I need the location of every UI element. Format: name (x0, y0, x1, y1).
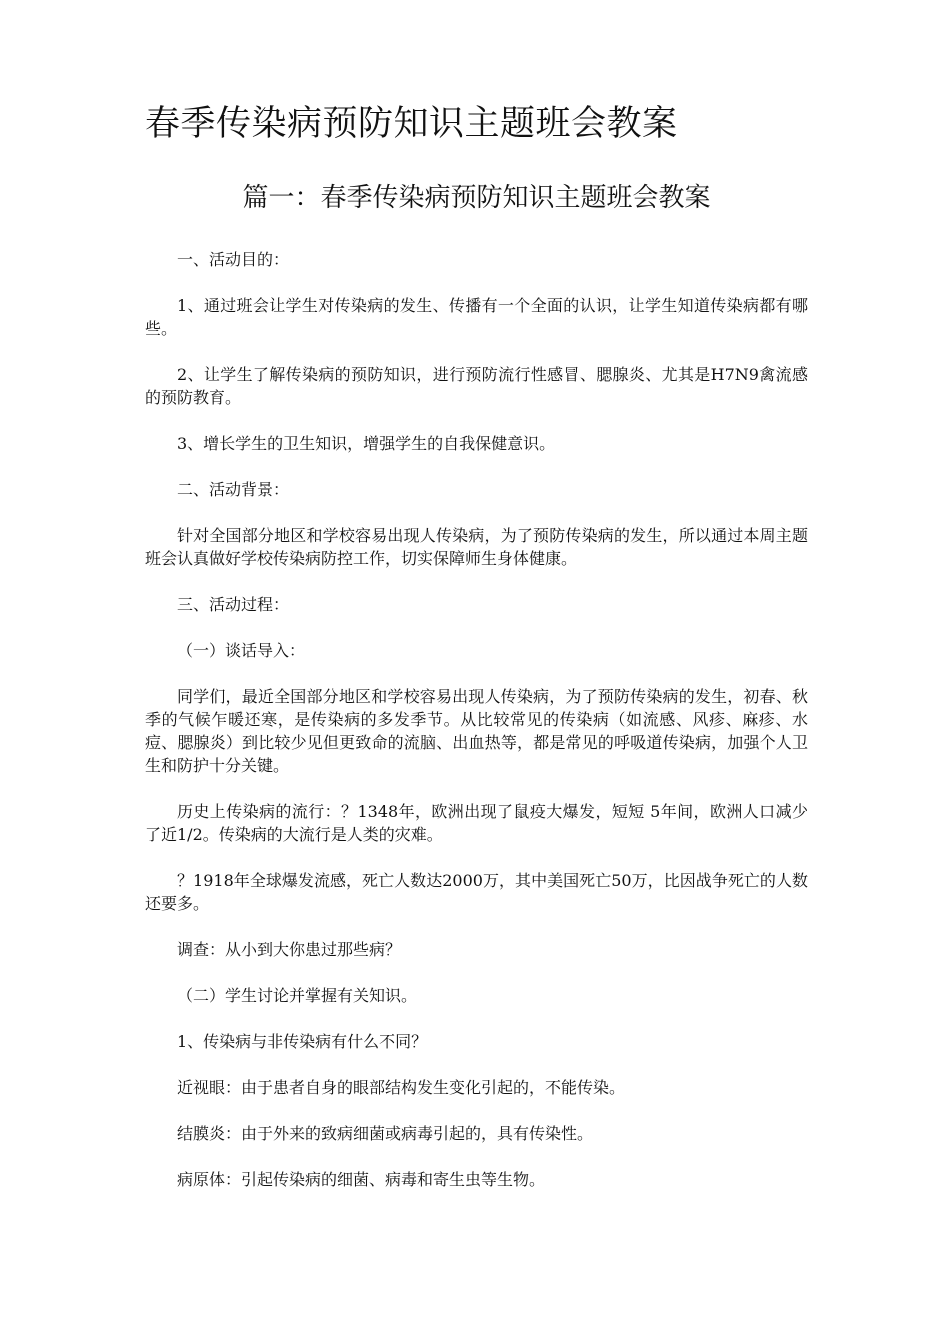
paragraph-heading-purpose: 一、活动目的： (177, 250, 290, 269)
paragraph-history-1918: ？1918年全球爆发流感，死亡人数达2000万，其中美国死亡50万，比因战争死亡的人数还要多。 (145, 871, 808, 913)
paragraph-intro: 同学们，最近全国部分地区和学校容易出现人传染病，为了预防传染病的发生，初春、秋季的气候乍暖还寒，是传染病的多发季节。从比较常见的传染病（如流感、风疹、麻疹、水痘、腮腺炎）到比较少见但更致命的流脑、出血热等，都是常见的呼吸道传染病，加强个人卫生和防护十分关键。 (145, 687, 808, 775)
paragraph-purpose-2: 2、让学生了解传染病的预防知识，进行预防流行性感冒、腮腺炎、尤其是H7N9禽流感的预防教育。 (145, 365, 808, 407)
paragraph-heading-intro: （一）谈话导入： (177, 641, 306, 660)
paragraph-purpose-1: 1、通过班会让学生对传染病的发生、传播有一个全面的认识，让学生知道传染病都有哪些。 (145, 296, 808, 338)
paragraph-history-1348: 历史上传染病的流行：？1348年，欧洲出现了鼠疫大爆发，短短 5年间，欧洲人口减少了近1/2。传染病的大流行是人类的灾难。 (145, 802, 808, 844)
paragraph-question-1: 1、传染病与非传染病有什么不同？ (177, 1032, 428, 1051)
paragraph-heading-process: 三、活动过程： (177, 595, 290, 614)
paragraph-myopia: 近视眼：由于患者自身的眼部结构发生变化引起的，不能传染。 (177, 1078, 626, 1097)
paragraph-heading-discussion: （二）学生讨论并掌握有关知识。 (177, 986, 418, 1005)
paragraph-pathogen: 病原体：引起传染病的细菌、病毒和寄生虫等生物。 (177, 1170, 546, 1189)
paragraph-background: 针对全国部分地区和学校容易出现人传染病，为了预防传染病的发生，所以通过本周主题班会认真做好学校传染病防控工作，切实保障师生身体健康。 (145, 526, 808, 568)
paragraph-survey: 调查：从小到大你患过那些病？ (177, 940, 402, 959)
paragraph-conjunctivitis: 结膜炎：由于外来的致病细菌或病毒引起的，具有传染性。 (177, 1124, 594, 1143)
paragraph-purpose-3: 3、增长学生的卫生知识，增强学生的自我保健意识。 (177, 434, 556, 453)
section-subtitle: 篇一：春季传染病预防知识主题班会教案 (242, 183, 711, 213)
document-title: 春季传染病预防知识主题班会教案 (145, 104, 678, 144)
document-body (145, 98, 808, 1191)
paragraph-heading-background: 二、活动背景： (177, 480, 290, 499)
